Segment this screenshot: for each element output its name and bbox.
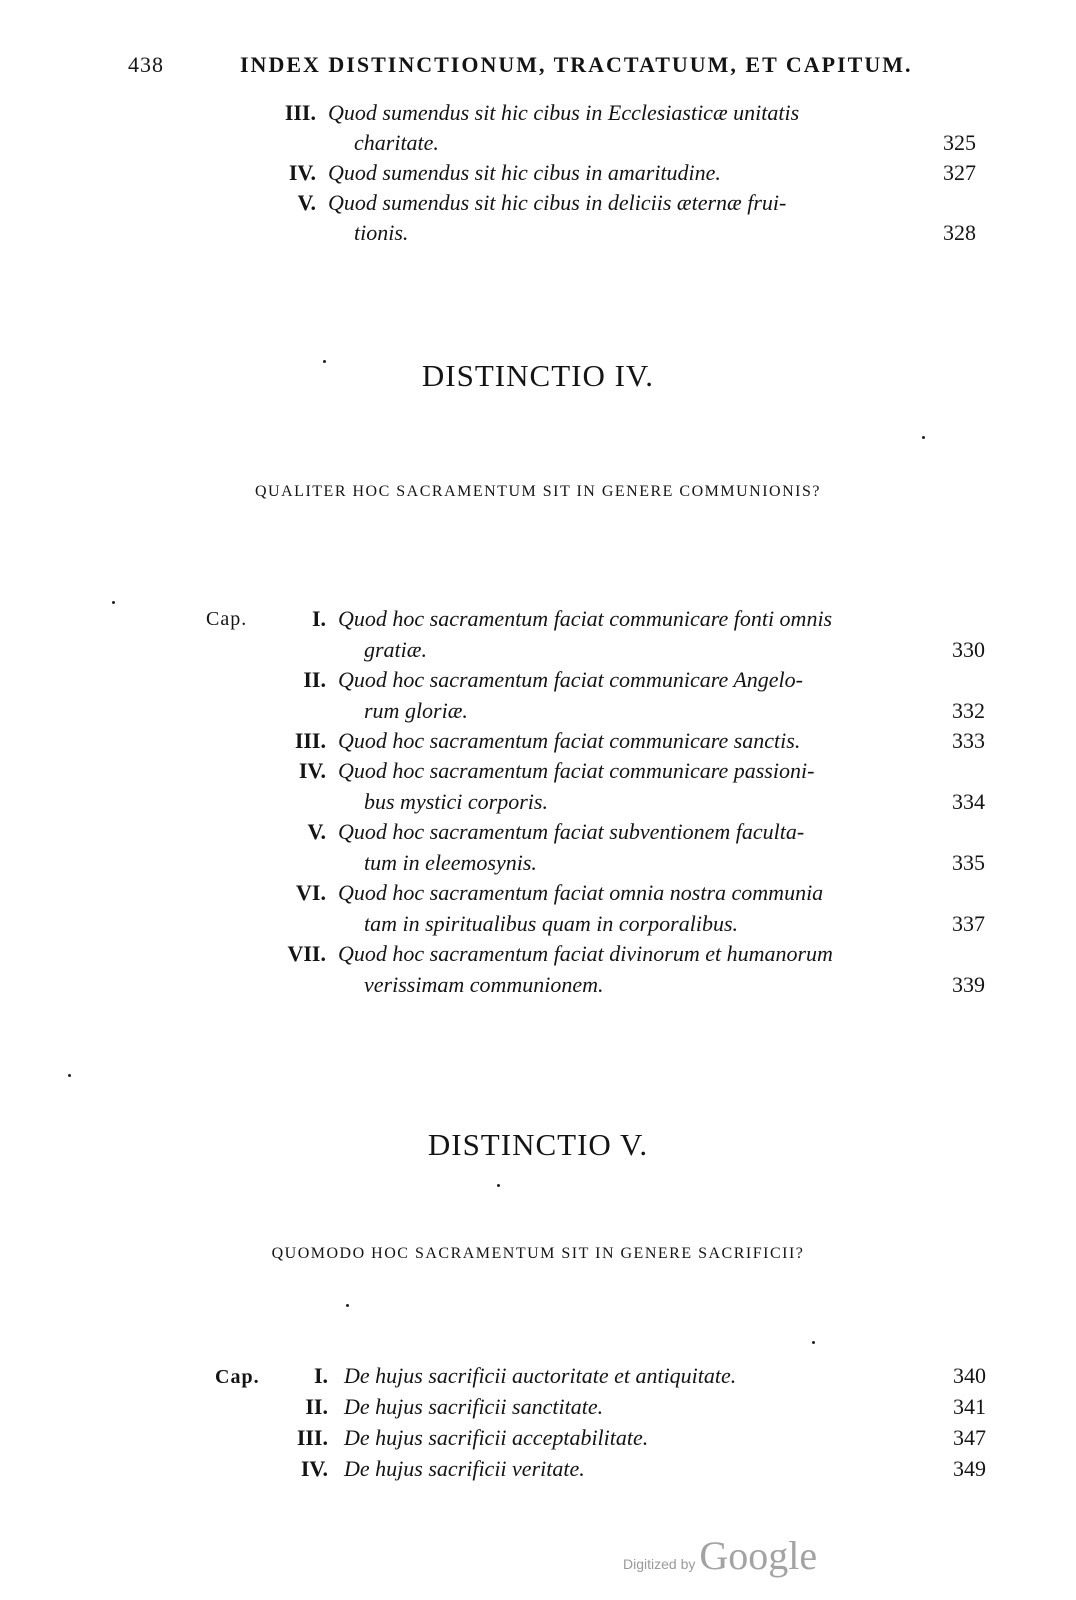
running-header: INDEX DISTINCTIONUM, TRACTATUUM, ET CAPITUM. <box>240 52 913 77</box>
entry-page-number: 341 <box>953 1394 986 1419</box>
entry-text-continuation: tam in spiritualibus quam in corporalibus. <box>364 911 739 936</box>
entry-number: II. <box>305 1394 328 1419</box>
entry-text: De hujus sacrificii sanctitate. <box>344 1394 604 1419</box>
entry-number: VI. <box>296 880 326 905</box>
entry-text: Quod sumendus sit hic cibus in amaritudine. <box>328 160 721 185</box>
distinctio-iv-cap-label: Cap. <box>206 608 248 630</box>
entry-number: IV. <box>298 758 326 783</box>
entry-number: III. <box>284 100 316 125</box>
digitized-by-text: Digitized by <box>623 1556 696 1572</box>
entry-page-number: 333 <box>952 728 985 753</box>
entry-text-continuation: tionis. <box>354 220 409 245</box>
entry-number: V. <box>307 819 326 844</box>
entry-page-number: 327 <box>943 160 976 185</box>
entry-text-continuation: charitate. <box>354 130 439 155</box>
entry-text: De hujus sacrificii acceptabilitate. <box>344 1425 649 1450</box>
entry-text: Quod hoc sacramentum faciat communicare passioni- <box>338 758 815 783</box>
entry-text: Quod hoc sacramentum faciat communicare Angelo- <box>338 667 803 692</box>
entry-text: Quod hoc sacramentum faciat divinorum et humanorum <box>338 941 833 966</box>
entry-number: III. <box>294 728 326 753</box>
entry-page-number: 349 <box>953 1456 986 1481</box>
entry-number: I. <box>311 606 326 631</box>
entry-text: Quod sumendus sit hic cibus in Ecclesiasticæ unitatis <box>328 100 800 125</box>
entry-text: De hujus sacrificii veritate. <box>344 1456 585 1481</box>
entry-page-number: 340 <box>953 1363 986 1388</box>
entry-page-number: 347 <box>953 1425 986 1450</box>
entry-number: I. <box>313 1363 328 1388</box>
entry-number: VII. <box>287 941 326 966</box>
page-number: 438 <box>128 52 164 77</box>
entry-number: IV. <box>300 1456 328 1481</box>
entry-page-number: 330 <box>952 637 985 662</box>
entry-text-continuation: gratiæ. <box>364 637 427 662</box>
entry-text-continuation: rum gloriæ. <box>364 698 468 723</box>
digitized-by-watermark <box>623 1532 817 1579</box>
entry-page-number: 332 <box>952 698 985 723</box>
entry-text: De hujus sacrificii auctoritate et antiquitate. <box>344 1363 737 1388</box>
entry-page-number: 325 <box>943 130 976 155</box>
entry-number: III. <box>296 1425 328 1450</box>
distinctio-v-title: DISTINCTIO V. <box>427 1127 649 1162</box>
entry-text: Quod hoc sacramentum faciat subventionem faculta- <box>338 819 805 844</box>
entry-page-number: 328 <box>943 220 976 245</box>
distinctio-v-subtitle: QUOMODO HOC SACRAMENTUM SIT IN GENERE SACRIFICII? <box>271 1245 805 1262</box>
distinctio-v-cap-label: Cap. <box>215 1366 260 1388</box>
entry-text: Quod hoc sacramentum faciat omnia nostra communia <box>338 880 824 905</box>
entry-page-number: 337 <box>952 911 985 936</box>
entry-text-continuation: bus mystici corporis. <box>364 789 548 814</box>
entry-text: Quod hoc sacramentum faciat communicare fonti omnis <box>338 606 833 631</box>
entry-number: V. <box>297 190 316 215</box>
entry-text-continuation: tum in eleemosynis. <box>364 850 537 875</box>
entry-page-number: 339 <box>952 972 985 997</box>
entry-number: II. <box>303 667 326 692</box>
entry-text: Quod sumendus sit hic cibus in deliciis æternæ frui- <box>328 190 787 215</box>
entry-number: IV. <box>288 160 316 185</box>
entry-page-number: 334 <box>952 789 985 814</box>
entry-text: Quod hoc sacramentum faciat communicare sanctis. <box>338 728 801 753</box>
google-logo: Google <box>699 1533 818 1578</box>
distinctio-iv-subtitle: QUALITER HOC SACRAMENTUM SIT IN GENERE COMMUNIONIS? <box>255 483 821 500</box>
entry-page-number: 335 <box>952 850 985 875</box>
entry-text-continuation: verissimam communionem. <box>364 972 604 997</box>
distinctio-iv-title: DISTINCTIO IV. <box>421 358 655 393</box>
